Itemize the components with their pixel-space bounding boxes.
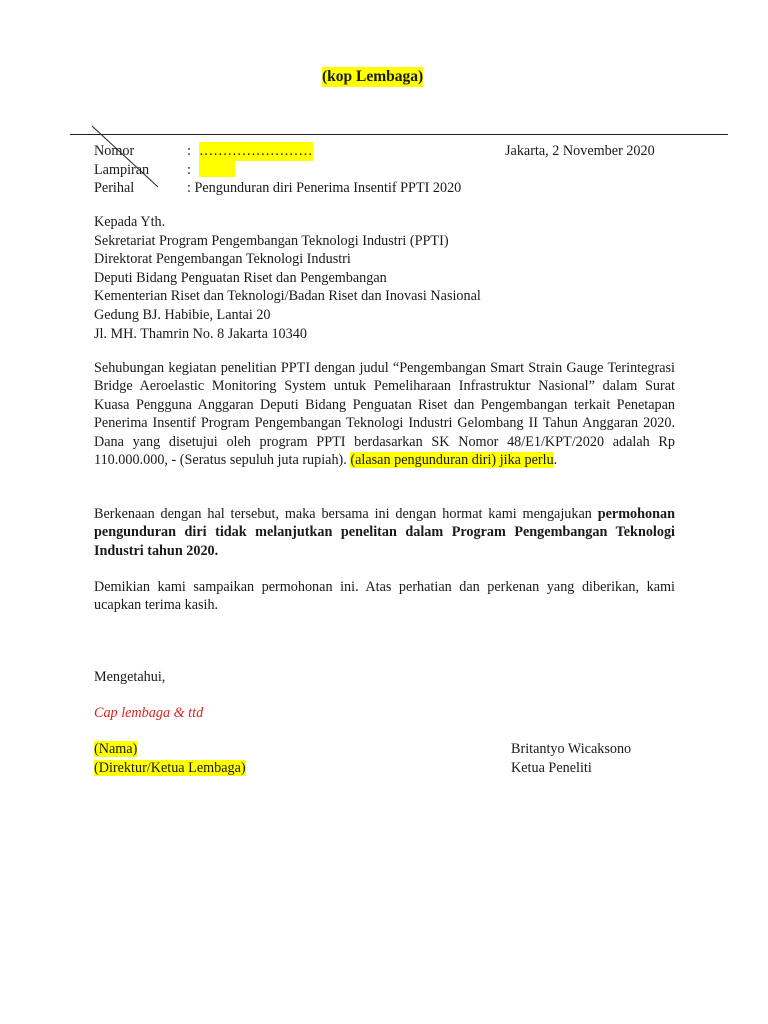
recipient-line: Kepada Yth. <box>94 214 166 230</box>
right-signatory-title: Ketua Peneliti <box>511 759 592 776</box>
lampiran-label: Lampiran <box>94 162 150 178</box>
left-signatory-title: (Direktur/Ketua Lembaga) <box>94 759 246 776</box>
nomor-label: Nomor <box>94 143 135 159</box>
recipient-line: Deputi Bidang Penguatan Riset dan Pengembangan <box>94 269 387 286</box>
recipient-line: Direktorat Pengembangan Teknologi Industri <box>94 251 351 268</box>
paragraph-2-intro: Berkenaan dengan hal tersebut, maka bersama ini dengan hormat kami mengajukan <box>94 506 598 522</box>
place-date: Jakarta, 2 November 2020 <box>505 143 655 159</box>
body-paragraph-2 <box>94 505 675 560</box>
acknowledged-label: Mengetahui, <box>94 669 166 685</box>
lampiran-blank-field <box>199 161 235 177</box>
body-paragraph-3 <box>94 578 675 615</box>
paragraph-1-end: . <box>553 452 558 469</box>
nomor-row <box>94 142 675 161</box>
letterhead-placeholder: (kop Lembaga) <box>322 68 424 85</box>
recipient-line: Jl. MH. Thamrin No. 8 Jakarta 10340 <box>94 325 307 342</box>
recipient-line: Kementerian Riset dan Teknologi/Badan Riset dan Inovasi Nasional <box>94 288 481 305</box>
paragraph-3-text: Demikian kami sampaikan permohonan ini. Atas perhatian dan perkenan yang diberikan, kami ucapkan terima kasih. <box>94 579 675 614</box>
right-signatory <box>511 740 631 777</box>
body-paragraph-1 <box>94 359 675 469</box>
perihal-label: Perihal <box>94 180 135 196</box>
left-signatory-name: (Nama) <box>94 741 138 757</box>
stamp-signature-note: Cap lembaga & ttd <box>94 705 204 721</box>
recipient-block <box>94 213 481 343</box>
nomor-value: …………………… <box>199 143 313 159</box>
right-signatory-name: Britantyo Wicaksono <box>511 741 632 757</box>
left-signatory <box>94 740 246 777</box>
paragraph-1-text: Sehubungan kegiatan penelitian PPTI dengan judul “Pengembangan Smart Strain Gauge Terintegrasi Bridge Aeroelastic Monitoring System untuk Pemeliharaan Infrastruktur Nasional” dalam Surat Kuasa Pengguna Anggaran Deputi Bidang Penguatan Riset dan Pengembangan terkait Penetapan Penerima Insentif Program Pengembangan Teknologi Industri Gelombang II Tahun Anggaran 2020. Dana yang disetujui oleh program PPTI berdasarkan SK Nomor 48/E1/KPT/2020 adalah Rp 110.000.000, - (Seratus sepuluh juta rupiah). <box>94 360 675 469</box>
perihal-value: : Pengunduran diri Penerima Insentif PPTI 2020 <box>187 180 462 196</box>
paragraph-2-bold: permohonan pengunduran diri tidak melanjutkan penelitan dalam Program Pengembangan Teknologi Industri tahun 2020. <box>94 506 675 559</box>
lampiran-colon: : <box>187 162 191 178</box>
nomor-colon: : <box>187 143 191 159</box>
recipient-line: Gedung BJ. Habibie, Lantai 20 <box>94 306 271 323</box>
reason-placeholder: (alasan pengunduran diri) jika perlu <box>350 452 554 469</box>
recipient-line: Sekretariat Program Pengembangan Teknologi Industri (PPTI) <box>94 232 449 249</box>
